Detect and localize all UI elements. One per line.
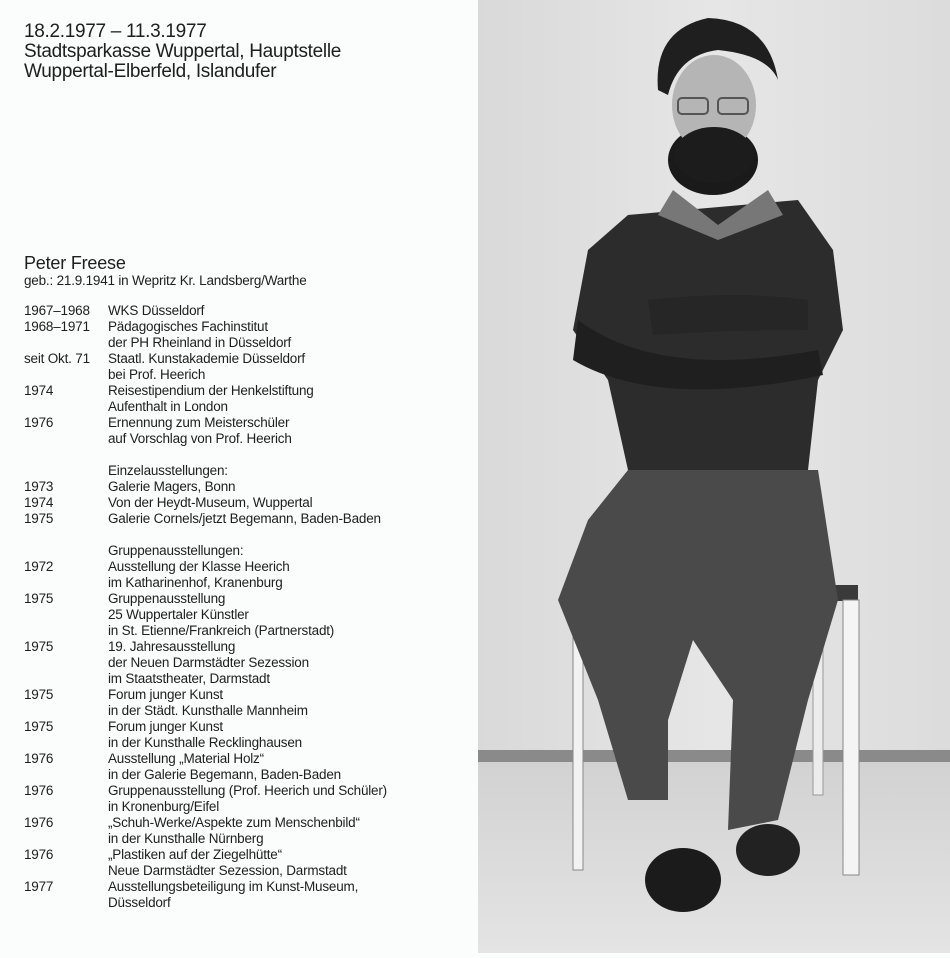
cv-entry-description	[108, 687, 308, 719]
cv-entry-line: Ausstellungsbeteiligung im Kunst-Museum,	[108, 879, 359, 894]
cv-entry-line: Forum junger Kunst	[108, 719, 223, 734]
cv-entry-line: im Katharinenhof, Kranenburg	[108, 575, 283, 590]
cv-entry-description	[108, 511, 381, 527]
cv-entry-description	[108, 415, 292, 447]
cv-entry-line: WKS Düsseldorf	[108, 303, 205, 318]
cv-entry-line: auf Vorschlag von Prof. Heerich	[108, 431, 292, 446]
exhibition-venue: Stadtsparkasse Wuppertal, Hauptstelle	[24, 41, 342, 62]
cv-entry	[24, 879, 387, 911]
cv-entry-year: 1975	[24, 511, 54, 526]
cv-entry-year: 1976	[24, 415, 54, 430]
cv-entry-year: seit Okt. 71	[24, 351, 90, 366]
cv-entry-line: in St. Etienne/Frankreich (Partnerstadt)	[108, 623, 335, 638]
cv-entry-year: 1976	[24, 783, 54, 798]
cv-entry-line: „Plastiken auf der Ziegelhütte“	[108, 847, 282, 862]
cv-entry	[24, 719, 387, 751]
section-title	[24, 543, 387, 559]
cv-entry-line: der PH Rheinland in Düsseldorf	[108, 335, 292, 350]
cv-entry-line: Staatl. Kunstakademie Düsseldorf	[108, 351, 305, 366]
cv-entry	[24, 383, 387, 415]
cv-entry-description	[108, 559, 290, 591]
cv-entry-description	[108, 847, 347, 879]
cv-entry-description	[108, 351, 305, 383]
cv-entry-year: 1975	[24, 719, 54, 734]
cv-entry-line: in der Städt. Kunsthalle Mannheim	[108, 703, 308, 718]
cv-entry-description	[108, 319, 291, 351]
cv-entry-line: bei Prof. Heerich	[108, 367, 206, 382]
cv-entry-description	[108, 303, 204, 319]
artist-birth: geb.: 21.9.1941 in Wepritz Kr. Landsberg/Warthe	[24, 273, 307, 288]
cv-entry-line: Gruppenausstellung (Prof. Heerich und Schüler)	[108, 783, 387, 798]
cv-entry-line: im Staatstheater, Darmstadt	[108, 671, 270, 686]
section-spacer	[24, 527, 387, 543]
cv-entry-description	[108, 719, 302, 751]
cv-entry-line: Galerie Cornels/jetzt Begemann, Baden-Baden	[108, 511, 381, 526]
cv-entry-year: 1974	[24, 383, 54, 398]
cv-entry-line: Pädagogisches Fachinstitut	[108, 319, 268, 334]
curriculum-vitae	[24, 303, 387, 911]
exhibition-header	[24, 22, 341, 82]
cv-entry-year: 1976	[24, 815, 54, 830]
cv-entry	[24, 783, 387, 815]
section-title	[24, 463, 387, 479]
cv-entry-description	[108, 815, 360, 847]
cv-entry	[24, 591, 387, 639]
cv-entry-line: Von der Heydt-Museum, Wuppertal	[108, 495, 313, 510]
cv-entry-description	[108, 591, 334, 639]
cv-entry-line: 25 Wuppertaler Künstler	[108, 607, 249, 622]
cv-entry-line: Galerie Magers, Bonn	[108, 479, 236, 494]
cv-entry-line: in Kronenburg/Eifel	[108, 799, 220, 814]
cv-entry-line: Ausstellung der Klasse Heerich	[108, 559, 290, 574]
cv-entry-year: 1975	[24, 639, 54, 654]
cv-entry	[24, 751, 387, 783]
cv-entry	[24, 495, 387, 511]
cv-entry-description	[108, 479, 235, 495]
artist-portrait-photo	[478, 0, 950, 953]
cv-entry-line: 19. Jahresausstellung	[108, 639, 236, 654]
cv-entry-year: 1975	[24, 687, 54, 702]
cv-entry	[24, 847, 387, 879]
cv-entry-year: 1972	[24, 559, 54, 574]
cv-entry-year: 1974	[24, 495, 54, 510]
cv-entry-year: 1975	[24, 591, 54, 606]
portrait-image	[478, 0, 950, 953]
cv-entry-year: 1976	[24, 847, 54, 862]
cv-entry-line: in der Kunsthalle Recklinghausen	[108, 735, 302, 750]
artist-name: Peter Freese	[24, 253, 126, 273]
cv-entry-description	[108, 495, 312, 511]
cv-entry-description	[108, 383, 314, 415]
cv-entry	[24, 639, 387, 687]
cv-entry-year: 1976	[24, 751, 54, 766]
cv-entry-description	[108, 639, 309, 687]
cv-entry-description	[108, 751, 341, 783]
cv-entry-line: Ausstellung „Material Holz“	[108, 751, 264, 766]
cv-entry-line: in der Kunsthalle Nürnberg	[108, 831, 264, 846]
cv-entry	[24, 303, 387, 319]
cv-entry-year: 1973	[24, 479, 54, 494]
cv-entry	[24, 815, 387, 847]
cv-entry-line: der Neuen Darmstädter Sezession	[108, 655, 309, 670]
exhibition-address: Wuppertal-Elberfeld, Islandufer	[24, 61, 277, 82]
cv-entry-line: Reisestipendium der Henkelstiftung	[108, 383, 314, 398]
section-spacer	[24, 447, 387, 463]
cv-entry-line: Gruppenausstellung	[108, 591, 226, 606]
section-title-text: Einzelausstellungen:	[108, 463, 228, 478]
exhibition-dates: 18.2.1977 – 11.3.1977	[24, 21, 207, 42]
cv-entry	[24, 319, 387, 351]
cv-entry-line: Forum junger Kunst	[108, 687, 223, 702]
cv-entry-line: „Schuh-Werke/Aspekte zum Menschenbild“	[108, 815, 360, 830]
cv-entry-line: in der Galerie Begemann, Baden-Baden	[108, 767, 341, 782]
cv-entry	[24, 351, 387, 383]
cv-entry-line: Ernennung zum Meisterschüler	[108, 415, 290, 430]
cv-entry	[24, 511, 387, 527]
section-title-text: Gruppenausstellungen:	[108, 543, 244, 558]
cv-entry	[24, 559, 387, 591]
cv-entry	[24, 479, 387, 495]
cv-entry-year: 1967–1968	[24, 303, 90, 318]
cv-entry-description	[108, 879, 358, 911]
cv-entry-line: Düsseldorf	[108, 895, 171, 910]
cv-entry-year: 1977	[24, 879, 54, 894]
cv-entry	[24, 415, 387, 447]
cv-entry	[24, 687, 387, 719]
cv-entry-line: Neue Darmstädter Sezession, Darmstadt	[108, 863, 347, 878]
cv-entry-description	[108, 783, 387, 815]
cv-entry-year: 1968–1971	[24, 319, 90, 334]
cv-entry-line: Aufenthalt in London	[108, 399, 228, 414]
